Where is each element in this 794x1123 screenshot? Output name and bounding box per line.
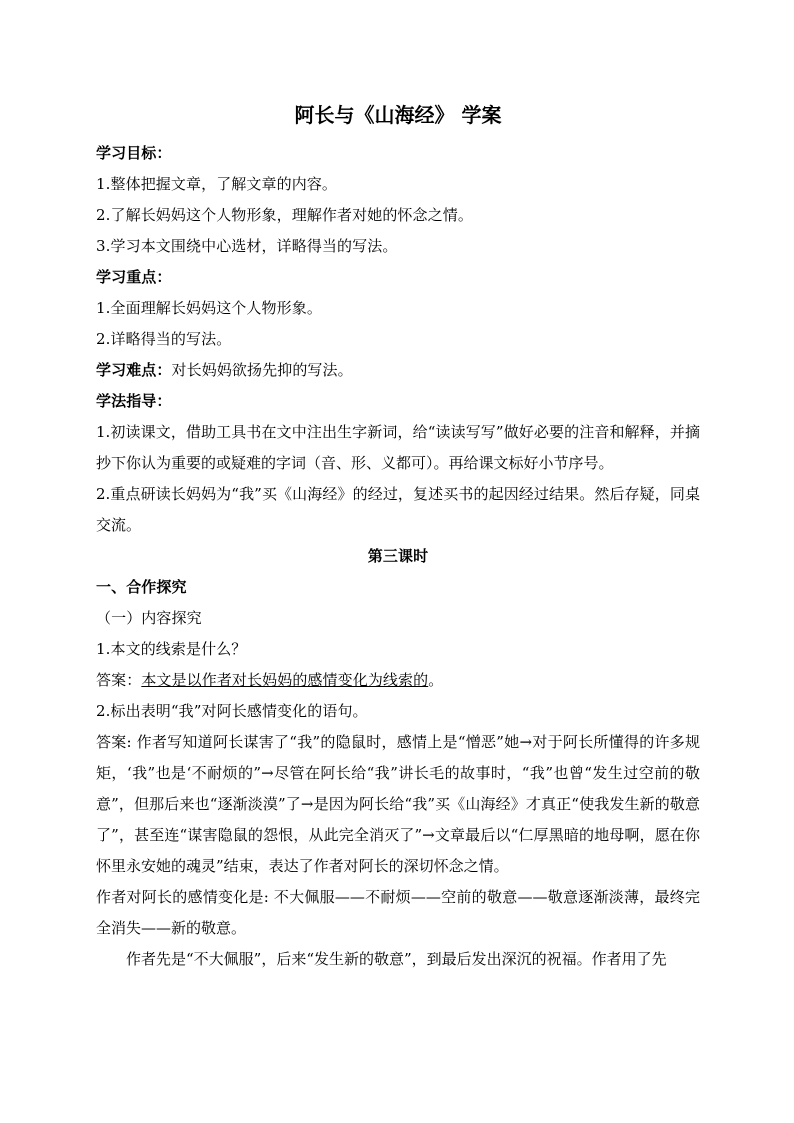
document-page: [96, 96, 700, 975]
difficulty-text: 对长妈妈欲扬先抑的写法。: [171, 361, 353, 379]
difficulty-line: [96, 355, 700, 386]
method-heading: 学法指导：: [96, 392, 172, 410]
method-item-2: 2.重点研读长妈妈为“我”买《山海经》的经过，复述买书的起因经过结果。然后存疑，同桌交流。: [96, 485, 700, 534]
goal-item-2: 2.了解长妈妈这个人物形象，理解作者对她的怀念之情。: [96, 206, 473, 224]
answer-1-end: 。: [428, 671, 444, 689]
feeling-change-summary: 作者对阿长的感情变化是: 不大佩服——不耐烦——空前的敬意——敬意逐渐淡薄，最终完全消失——新的敬意。: [96, 888, 700, 937]
lesson-heading: 第三课时: [367, 547, 429, 565]
goal-item-1: 1.整体把握文章，了解文章的内容。: [96, 175, 338, 193]
document-title: 阿长与《山海经》 学案: [294, 103, 502, 127]
subsection-heading: （一）内容探究: [96, 609, 202, 627]
answer-1: [96, 665, 700, 696]
focus-heading: 学习重点：: [96, 268, 172, 286]
section-heading: 一、合作探究: [96, 578, 187, 596]
method-item-1: 1.初读课文，借助工具书在文中注出生字新词，给“读读写写”做好必要的注音和解释，并摘抄下你认为重要的或疑难的字词（音、形、义都可）。再给课文标好小节序号。: [96, 423, 700, 472]
goals-heading: 学习目标：: [96, 144, 172, 162]
goal-item-3: 3.学习本文围绕中心选材，详略得当的写法。: [96, 237, 398, 255]
answer-1-text: 本文是以作者对长妈妈的感情变化为线索的: [141, 671, 429, 689]
answer-2: 答案: 作者写知道阿长谋害了“我”的隐鼠时，感情上是“憎恶”她→对于阿长所懂得的许多规矩，‘我”也是‘不耐烦的”→尽管在阿长给“我”讲长毛的故事时，“我”也曾“发生过空前的敬意”，但那后来也“逐渐淡漠”了→是因为阿长给“我”买《山海经》才真正“使我发生新的敬意了”，甚至连“谋害隐鼠的怨恨，从此完全消灭了”→文章最后以“仁厚黑暗的地母啊，愿在你怀里永安她的魂灵”结束，表达了作者对阿长的深切怀念之情。: [96, 733, 700, 875]
answer-1-label: 答案：: [96, 671, 142, 689]
question-1: 1.本文的线索是什么？: [96, 640, 247, 658]
focus-item-1: 1.全面理解长妈妈这个人物形象。: [96, 299, 322, 317]
question-2: 2.标出表明“我”对阿长感情变化的语句。: [96, 702, 368, 720]
focus-item-2: 2.详略得当的写法。: [96, 330, 232, 348]
difficulty-heading: 学习难点：: [96, 361, 172, 379]
closing-paragraph: 作者先是“不大佩服”，后来“发生新的敬意”，到最后发出深沉的祝福。作者用了先: [126, 950, 667, 968]
